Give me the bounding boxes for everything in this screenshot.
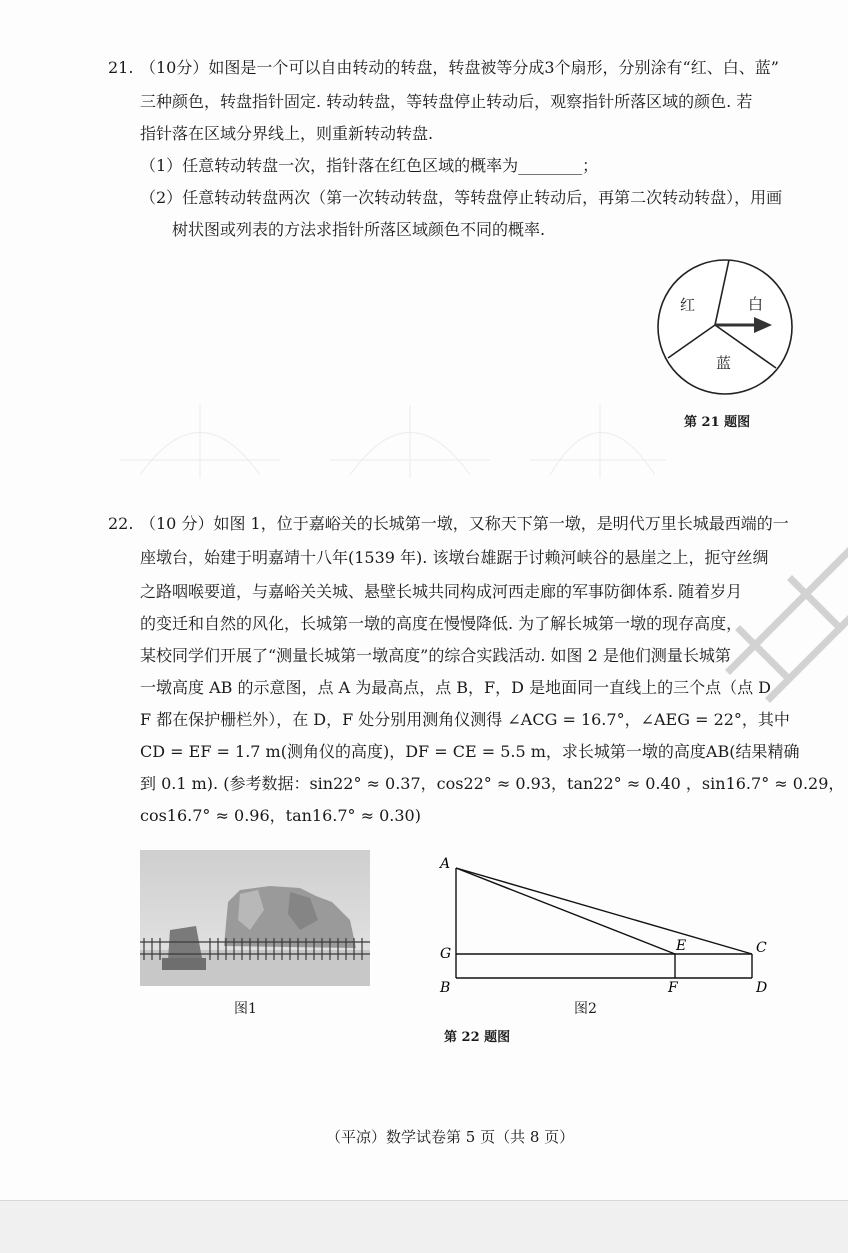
q21-part-2: （2）任意转动转盘两次（第一次转动转盘，等转盘停止转动后，再第二次转动转盘），用画 (140, 188, 783, 207)
spinner-label-white: 白 (748, 295, 764, 313)
q22-line-5: 某校同学们开展了“测量长城第一墩高度”的综合实践活动. 如图 2 是他们测量长城第 (140, 646, 731, 665)
q21-part-2-cont: 树状图或列表的方法求指针所落区域颜色不同的概率. (172, 220, 546, 239)
geometry-diagram (436, 852, 776, 998)
q22-line-1: （10 分）如图 1，位于嘉峪关的长城第一墩，又称天下第一墩，是明代万里长城最西端的一 (140, 514, 789, 533)
q21-line-3: 指针落在区域分界线上，则重新转动转盘. (140, 124, 434, 143)
point-label-D: D (756, 980, 768, 996)
point-label-E: E (676, 938, 687, 954)
bleed-through-sketch (110, 400, 670, 480)
q21-line-2: 三种颜色，转盘指针固定. 转动转盘，等转盘停止转动后，观察指针所落区域的颜色. 若 (140, 92, 753, 111)
q21-figure-caption: 第 21 题图 (684, 415, 751, 430)
point-label-A: A (440, 856, 451, 872)
point-label-F: F (668, 980, 678, 996)
point-label-C: C (756, 940, 767, 956)
viewer-bottom-bar (0, 1200, 848, 1253)
watchtower-photo (140, 850, 370, 986)
q22-number: 22. (108, 514, 134, 533)
watermark-stamp (700, 520, 848, 710)
point-label-B: B (440, 980, 451, 996)
q21-line-1: （10分）如图是一个可以自由转动的转盘，转盘被等分成3个扇形，分别涂有“红、白、蓝” (140, 58, 779, 77)
q22-line-2: 座墩台，始建于明嘉靖十八年(1539 年). 该墩台雄踞于讨赖河峡谷的悬崖之上，扼守丝绸 (140, 548, 769, 567)
point-label-G: G (440, 946, 452, 962)
q22-line-9: 到 0.1 m). (参考数据：sin22° ≈ 0.37，cos22° ≈ 0.93，tan22° ≈ 0.40 ，sin16.7° ≈ 0.29， (140, 774, 845, 793)
figure-1-label: 图1 (234, 1001, 257, 1017)
q21-number: 21. (108, 58, 134, 77)
q22-line-6: 一墩高度 AB 的示意图，点 A 为最高点，点 B，F，D 是地面同一直线上的三个点（点 D， (140, 678, 787, 697)
q21-part-1: （1）任意转动转盘一次，指针落在红色区域的概率为________； (140, 156, 599, 175)
spinner-label-blue: 蓝 (716, 354, 732, 372)
q22-line-10: cos16.7° ≈ 0.96，tan16.7° ≈ 0.30) (140, 806, 421, 825)
q22-line-8: CD = EF = 1.7 m(测角仪的高度)，DF = CE = 5.5 m，求长城第一墩的高度AB(结果精确 (140, 742, 800, 761)
q22-line-3: 之路咽喉要道，与嘉峪关关城、悬壁长城共同构成河西走廊的军事防御体系. 随着岁月 (140, 582, 743, 601)
page-footer: （平凉）数学试卷第 5 页（共 8 页） (326, 1128, 575, 1146)
q22-line-4: 的变迁和自然的风化，长城第一墩的高度在慢慢降低. 为了解长城第一墩的现存高度， (140, 614, 743, 633)
q22-line-7: F 都在保护栅栏外），在 D，F 处分别用测角仪测得 ∠ACG = 16.7°，∠AEG = 22°，其中 (140, 710, 790, 729)
spinner-label-red: 红 (680, 296, 696, 314)
spinner-figure (652, 254, 798, 400)
q22-figure-caption: 第 22 题图 (444, 1030, 511, 1045)
figure-2-label: 图2 (574, 1001, 597, 1017)
